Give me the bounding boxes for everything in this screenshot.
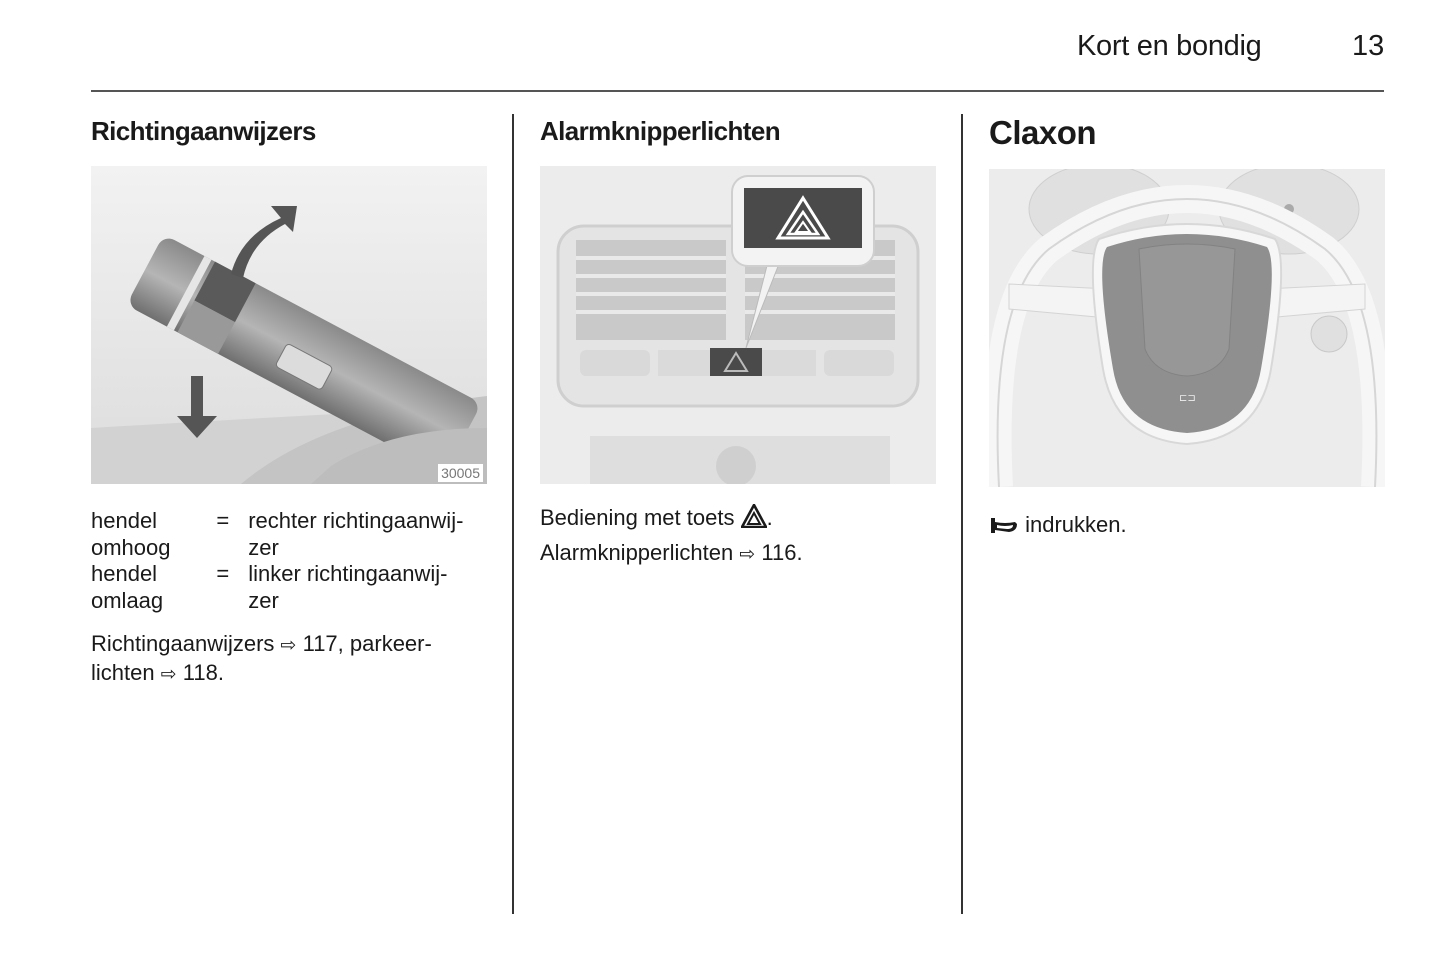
ref-text: Alarmknipperlichten: [540, 540, 734, 565]
definition-row: [91, 508, 487, 561]
term: omhoog: [91, 534, 171, 560]
horn-icon: [989, 515, 1019, 535]
section-turn-signals: [91, 112, 487, 688]
header-divider: [91, 90, 1384, 92]
section-horn: [989, 112, 1385, 538]
section-title: Richtingaanwijzers: [91, 116, 316, 146]
svg-text:⊏⊐: ⊏⊐: [1179, 393, 1196, 404]
cross-reference: [91, 630, 487, 688]
term: hendel: [91, 508, 158, 533]
chapter-title: Kort en bondig: [1077, 30, 1262, 62]
definition-row: [91, 561, 487, 614]
definition-list: [91, 508, 487, 614]
punctuation: .: [766, 505, 773, 530]
ref-text: Richtingaanwijzers: [91, 631, 275, 656]
turn-signal-lever-illustration: [91, 166, 487, 484]
page-number: 13: [1352, 30, 1385, 62]
instruction: [540, 504, 936, 531]
section-hazard-lights: [540, 112, 936, 568]
hazard-triangle-icon: [741, 504, 767, 528]
equals-sign: =: [216, 561, 230, 586]
equals-sign: =: [216, 508, 230, 533]
ref-text: lichten: [91, 660, 155, 685]
description: rechter richtingaanwij-: [248, 508, 464, 533]
page-reference-link[interactable]: 118.: [182, 660, 224, 685]
description: linker richtingaanwij-: [248, 561, 448, 586]
reference-arrow-icon: ⇨: [739, 544, 756, 565]
hazard-button-illustration: [540, 166, 936, 484]
figure-number: 30005: [438, 464, 483, 482]
column-divider-2: [961, 114, 963, 914]
section-title: Claxon: [989, 114, 1097, 151]
section-title: Alarmknipperlichten: [540, 116, 780, 146]
instruction-text: Bediening met toets: [540, 505, 735, 530]
reference-arrow-icon: ⇨: [280, 635, 297, 656]
cross-reference: [540, 539, 936, 568]
description: zer: [248, 587, 279, 613]
page-reference-link[interactable]: 117, parkeer-: [302, 631, 432, 656]
column-divider-1: [512, 114, 514, 914]
reference-arrow-icon: ⇨: [160, 664, 177, 685]
description: zer: [248, 534, 279, 560]
term: hendel: [91, 561, 158, 586]
instruction: [989, 511, 1385, 538]
page-reference-link[interactable]: 116.: [761, 540, 803, 565]
term: omlaag: [91, 587, 164, 613]
steering-wheel-illustration: [989, 169, 1385, 487]
instruction-text: indrukken.: [1025, 512, 1127, 537]
